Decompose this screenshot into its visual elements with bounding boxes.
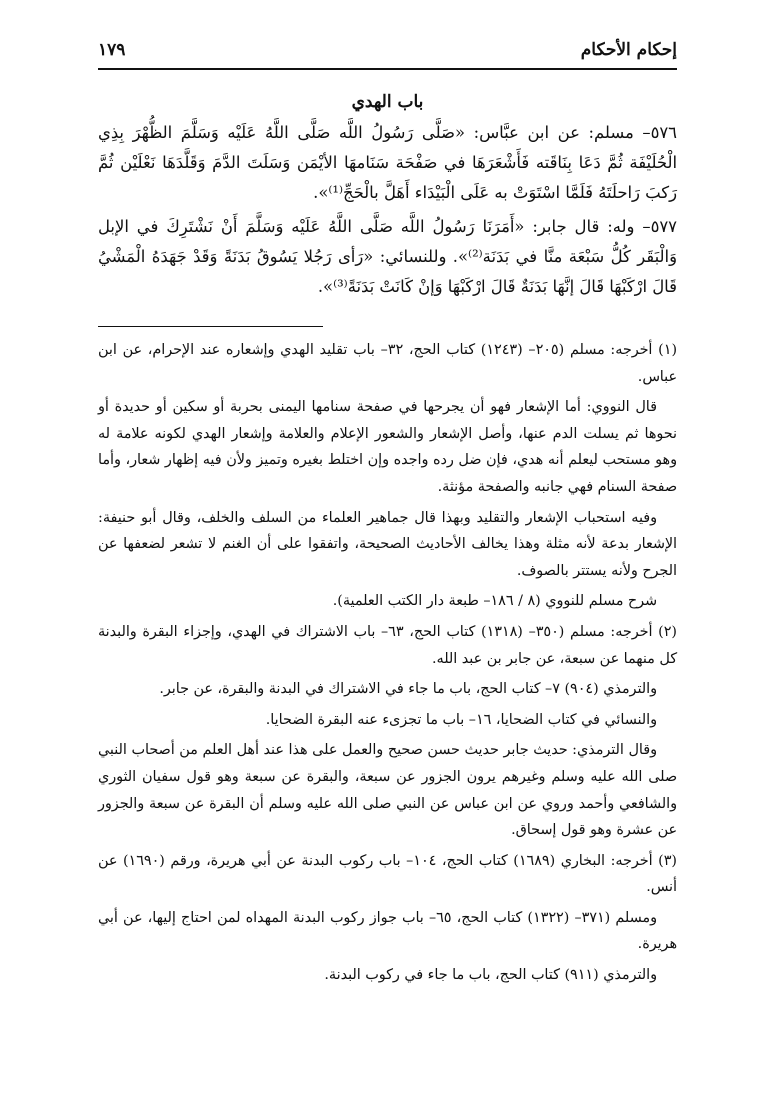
footnote-1-ruling: وفيه استحباب الإشعار والتقليد وبهذا قال جماهير العلماء من السلف والخلف، وقال أبو حنيفة: الإشعار بدعة لأنه مثلة وهذا يخالف الأحاديث الصحيحة، واتفقوا على أن الغنم لا تشعر لضعفها عن الجرح ولأنه يستتر بالصوف. <box>98 509 677 579</box>
page-number: ١٧٩ <box>98 40 126 60</box>
footnote-2-tirmidhi: والترمذي (٩٠٤) ٧– كتاب الحج، باب ما جاء في الاشتراك في البدنة والبقرة، عن جابر. <box>159 681 657 698</box>
footnote-2-nasai: والنسائي في كتاب الضحايا، ١٦– باب ما تجزىء عنه البقرة الضحايا. <box>265 711 657 728</box>
book-title: إحكام الأحكام <box>580 40 677 60</box>
hadith-577: ٥٧٧– وله: قال جابر: «أَمَرَنَا رَسُولُ اللَّه صَلَّى اللَّهُ عَلَيْه وَسَلَّمَ أَنْ نَشْتَرِكَ في الإبل وَالْبَقَر كُلُّ سَبْعَة منَّا في بَدَنَة⁽²⁾». وللنسائي: «رَأى رَجُلا يَسُوقُ بَدَنَةً وَقَدْ جَهَدَهُ الْمَشْيُ قَالَ ارْكَبْهَا قَالَ إنَّهَا بَدَنَةٌ قَالَ ارْكَبْهَا وَإنْ كَانَتْ بَدَنَةً⁽³⁾». <box>98 217 677 296</box>
footnote-2: (٢) أخرجه: مسلم (٣٥٠– (١٣١٨) كتاب الحج، ٦٣– باب الاشتراك في الهدي، وإجزاء البقرة والبدنة كل منهما عن سبعة، عن جابر بن عبد الله. <box>98 623 677 667</box>
footnote-1-nawawi: قال النووي: أما الإشعار فهو أن يجرحها في صفحة سنامها اليمنى بحربة أو سكين أو حديدة أو نحوها ثم يسلت الدم عنها، وأصل الإشعار والشعور الإعلام والعلامة وإشعار الهدي لكونه علامة له وهو مستحب ليعلم أنه هدي، فإن ضل رده واجده وإن اختلط بغيره وتميز ولأن فيه إظهار شعار، وأما صفحة السنام فهي جانبه والصفحة مؤنثة. <box>98 399 677 495</box>
hadith-576: ٥٧٦– مسلم: عن ابن عبَّاس: «صَلَّى رَسُولُ اللَّه صَلَّى اللَّهُ عَلَيْه وَسَلَّمَ الظُّهْرَ بِذِي الْحُلَيْفَة ثُمَّ دَعَا بِنَاقَته فَأَشْعَرَهَا في صَفْحَة سَنَامهَا الأيْمَن وَسَلَتَ الدَّمَ وَقَلَّدَهَا نَعْلَيْن ثُمَّ رَكبَ رَاحلَتَهُ فَلَمَّا اسْتَوَتْ به عَلَى الْبَيْدَاء أَهَلَّ بالْحَجِّ⁽¹⁾». <box>98 123 677 202</box>
footnote-1: (١) أخرجه: مسلم (٢٠٥– (١٢٤٣) كتاب الحج، ٣٢– باب تقليد الهدي وإشعاره عند الإحرام، عن ابن عباس. <box>98 342 678 385</box>
footnote-3: (٣) أخرجه: البخاري (١٦٨٩) كتاب الحج، ١٠٤– باب ركوب البدنة عن أبي هريرة، ورقم (١٦٩٠) عن أنس. <box>98 852 677 896</box>
footnote-1-source: شرح مسلم للنووي (٨ / ١٨٦– طبعة دار الكتب العلمية). <box>332 593 657 610</box>
footnote-separator <box>98 326 323 327</box>
section-title: باب الهدي <box>351 92 424 112</box>
footnote-3-tirmidhi: والترمذي (٩١١) كتاب الحج، باب ما جاء في ركوب البدنة. <box>324 967 657 984</box>
footnote-2-commentary: وقال الترمذي: حديث جابر حديث حسن صحيح والعمل على هذا عند أهل العلم من أصحاب النبي صلى الله عليه وسلم وغيرهم يرون الجزور عن سبعة، والبقرة عن سبعة وهو قول سفيان الثوري والشافعي وأحمد وروي عن ابن عباس عن النبي صلى الله عليه وسلم أن البقرة عن سبعة والجزور عن عشرة وهو قول إسحاق. <box>98 742 677 839</box>
running-header <box>98 38 677 70</box>
footnote-3-muslim: ومسلم (٣٧١– (١٣٢٢) كتاب الحج، ٦٥– باب جواز ركوب البدنة المهداه لمن احتاج إليها، عن أبي هريرة. <box>98 909 677 953</box>
